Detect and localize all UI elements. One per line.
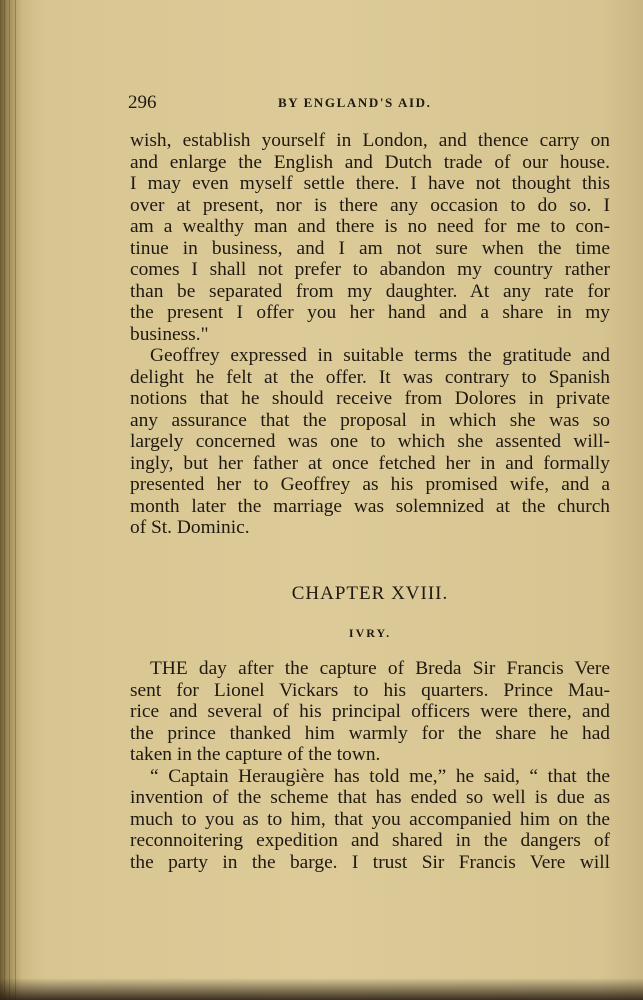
text-line: reconnoitering expedition and shared in the dangers of [130, 830, 610, 851]
text-line: I may even myself settle there. I have not thought this [130, 173, 610, 194]
text-line: month later the marriage was solemnized at the church [130, 495, 610, 517]
text-line: wish, establish yourself in London, and thence carry on [130, 130, 610, 151]
text-line: much to you as to him, that you accompanied him on the [130, 808, 610, 830]
text-line: taken in the capture of the town. [130, 744, 381, 765]
chapter-subtitle: IVRY. [348, 626, 392, 640]
text-line: over at present, nor is there any occasion to do so. I [130, 194, 610, 216]
text-line: sent for Lionel Vickars to his quarters. Prince Mau- [130, 679, 610, 701]
page-edge-line [9, 0, 10, 1000]
text-line: than be separated from my daughter. At any rate for [130, 280, 610, 302]
text-line: business." [130, 323, 209, 345]
text-line: largely concerned was one to which she assented will- [130, 431, 610, 452]
text-line: “ Captain Heraugière has told me,” he said, “ that the [150, 765, 610, 787]
text-line: presented her to Geoffrey as his promised wife, and a [130, 474, 610, 495]
chapter-heading: CHAPTER XVIII. [291, 583, 449, 604]
text-line: THE day after the capture of Breda Sir Francis Vere [150, 658, 610, 679]
text-line: delight he felt at the offer. It was contrary to Spanish [130, 366, 610, 388]
text-line: tinue in business, and I am not sure when the time [130, 237, 610, 259]
running-title: BY ENGLAND'S AID. [278, 95, 432, 110]
text-line: invention of the scheme that has ended so well is due as [130, 787, 610, 808]
text-line: of St. Dominic. [130, 517, 250, 538]
page-bottom-shadow [0, 978, 643, 1000]
text-line: notions that he should receive from Dolores in private [130, 388, 610, 409]
text-line: any assurance that the proposal in which she was so [130, 409, 610, 431]
text-line: the prince thanked him warmly for the share he had [130, 722, 610, 744]
page-edge-line [15, 0, 16, 1000]
text-line: the present I offer you her hand and a share in my [130, 302, 610, 323]
text-line: comes I shall not prefer to abandon my country rather [130, 259, 610, 280]
text-line: am a wealthy man and there is no need for me to con- [130, 216, 610, 237]
page-number: 296 [128, 92, 157, 113]
text-line: the party in the barge. I trust Sir Francis Vere will [130, 851, 610, 873]
text-line: rice and several of his principal officers were there, and [130, 701, 610, 722]
text-line: and enlarge the English and Dutch trade of our house. [130, 151, 610, 173]
running-head [128, 92, 608, 116]
text-line: ingly, but her father at once fetched her in and formally [130, 452, 610, 474]
text-line: Geoffrey expressed in suitable terms the gratitude and [150, 345, 610, 366]
page-edge-line [4, 0, 5, 1000]
